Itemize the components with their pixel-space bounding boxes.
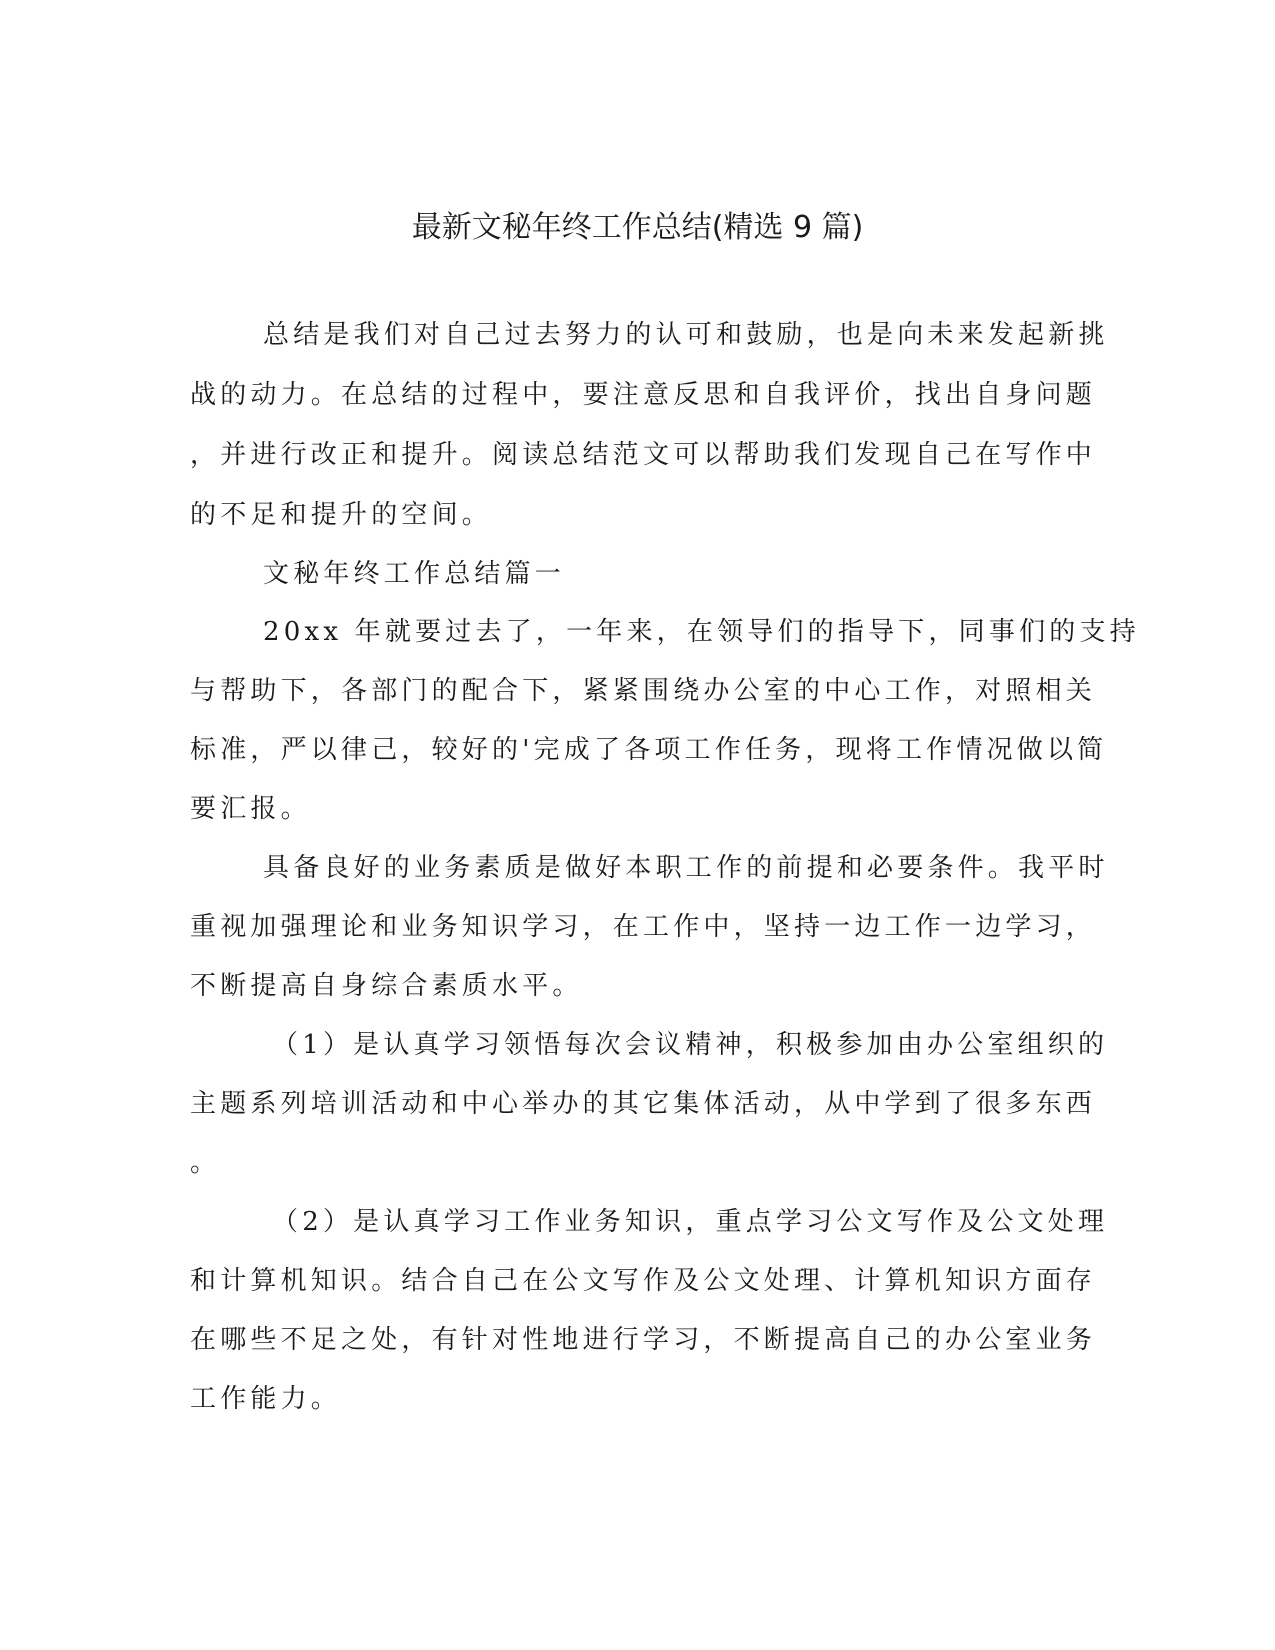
paragraph-line: 与帮助下，各部门的配合下，紧紧围绕办公室的中心工作，对照相关 [190,676,1097,706]
paragraph-line: 20xx 年就要过去了，一年来，在领导们的指导下，同事们的支持 [263,617,1140,647]
list-item-line: （2）是认真学习工作业务知识，重点学习公文写作及公文处理 [272,1207,1109,1237]
list-item-line: 主题系列培训活动和中心举办的其它集体活动，从中学到了很多东西 [190,1089,1097,1119]
paragraph-line: 标准，严以律己，较好的'完成了各项工作任务，现将工作情况做以简 [190,735,1108,765]
list-item-line: 。 [190,1148,221,1178]
paragraph-line: 要汇报。 [190,794,311,824]
paragraph-line: 重视加强理论和业务知识学习，在工作中，坚持一边工作一边学习， [190,912,1097,942]
section-heading: 文秘年终工作总结篇一 [263,559,566,589]
paragraph-line: 不断提高自身综合素质水平。 [190,971,583,1001]
paragraph-line: 具备良好的业务素质是做好本职工作的前提和必要条件。我平时 [263,853,1109,883]
page-title: 最新文秘年终工作总结(精选 9 篇) [411,210,864,245]
paragraph-line: 的不足和提升的空间。 [190,500,493,530]
paragraph-line: 战的动力。在总结的过程中，要注意反思和自我评价，找出自身问题 [190,380,1097,410]
paragraph-line: 总结是我们对自己过去努力的认可和鼓励，也是向未来发起新挑 [263,320,1109,350]
list-item-line: 工作能力。 [190,1384,342,1414]
list-item-line: 和计算机知识。结合自己在公文写作及公文处理、计算机知识方面存 [190,1266,1097,1296]
list-item-line: 在哪些不足之处，有针对性地进行学习，不断提高自己的办公室业务 [190,1325,1097,1355]
paragraph-line: ，并进行改正和提升。阅读总结范文可以帮助我们发现自己在写作中 [190,440,1097,470]
list-item-line: （1）是认真学习领悟每次会议精神，积极参加由办公室组织的 [272,1030,1109,1060]
